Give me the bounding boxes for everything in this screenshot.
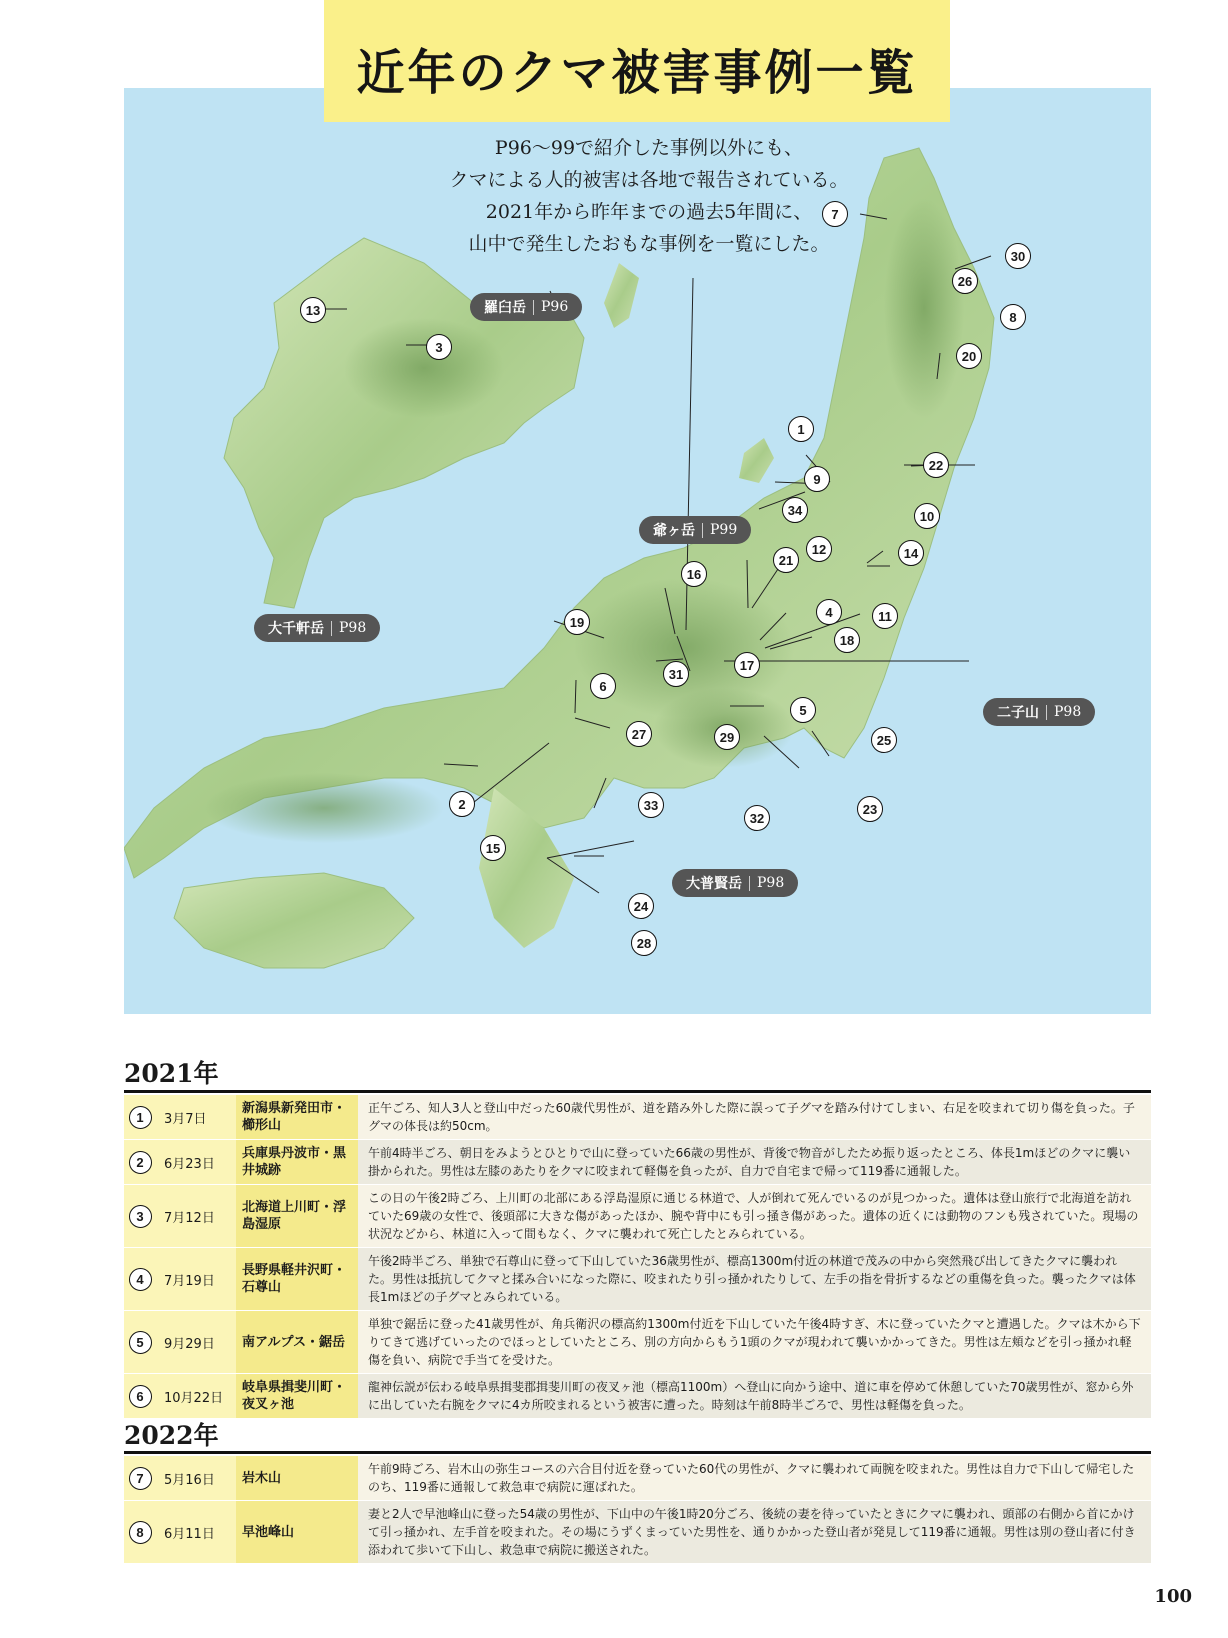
map-marker: 29	[714, 724, 740, 750]
case-description: 正午ごろ、知人3人と登山中だった60歳代男性が、道を踏み外した際に誤って子グマを踏み付けてしまい、右足を咬まれて切り傷を負った。子グマの体長は約50cm。	[358, 1095, 1151, 1140]
map-marker: 30	[1005, 243, 1031, 269]
case-place: 新潟県新発田市・櫛形山	[236, 1095, 358, 1140]
case-number: 2	[129, 1151, 152, 1174]
callout-page: P99	[710, 522, 738, 538]
map-marker: 15	[480, 835, 506, 861]
map-marker: 23	[857, 796, 883, 822]
map-marker: 13	[300, 297, 326, 323]
case-place: 長野県軽井沢町・石尊山	[236, 1248, 358, 1311]
intro-line: 2021年から昨年までの過去5年間に、	[485, 201, 813, 223]
year-rule	[124, 1451, 1151, 1454]
table-row	[124, 1456, 1151, 1501]
map-marker: 27	[626, 721, 652, 747]
callout-name: 二子山	[997, 705, 1039, 721]
case-description: 午後2時半ごろ、単独で石尊山に登って下山していた36歳男性が、標高1300m付近の林道で茂みの中から突然飛び出してきたクマに襲われた。男性は抵抗してクマと揉み合いになった際に、咬まれたり引っ掻かれたりして、左手の指を骨折するなどの重傷を負った。襲ったクマは体長1mほどの子グマとみられている。	[358, 1248, 1151, 1311]
map-marker: 16	[681, 561, 707, 587]
case-place: 南アルプス・鋸岳	[236, 1311, 358, 1374]
case-description: 龍神伝説が伝わる岐阜県揖斐郡揖斐川町の夜叉ヶ池（標高1100m）へ登山に向かう途中、道に車を停めて休憩していた70歳男性が、窓から外に出していた右腕をクマに4カ所咬まれるという被害に遭った。時刻は午前8時半ごろで、男性は軽傷を負った。	[358, 1374, 1151, 1419]
page-title: 近年のクマ被害事例一覧	[356, 44, 918, 101]
callout-divider	[1046, 705, 1047, 720]
case-number-cell	[124, 1501, 156, 1564]
callout-divider	[749, 876, 750, 891]
map-marker: 18	[834, 627, 860, 653]
case-number-cell	[124, 1311, 156, 1374]
case-date: 6月23日	[156, 1140, 236, 1185]
title-band	[324, 0, 950, 122]
case-description: 単独で鋸岳に登った41歳男性が、角兵衛沢の標高約1300m付近を下山していた午後4時すぎ、木に登っていたクマと遭遇した。クマは木から下りてきて逃げていったのでほっとしていたところ、別の方向からもう1頭のクマが現われて襲いかかってきた。男性は左頬などを引っ掻かれ軽傷を負い、病院で手当てを受けた。	[358, 1311, 1151, 1374]
callout-page: P98	[1054, 704, 1082, 720]
case-place: 岩木山	[236, 1456, 358, 1501]
callout-name: 羅臼岳	[484, 300, 526, 316]
table-row	[124, 1311, 1151, 1374]
callout-name: 大千軒岳	[268, 621, 324, 637]
case-number-cell	[124, 1140, 156, 1185]
callout-page: P98	[339, 620, 367, 636]
map-marker: 10	[914, 503, 940, 529]
case-description: 午前9時ごろ、岩木山の弥生コースの六合目付近を登っていた60代の男性が、クマに襲われて両腕を咬まれた。男性は自力で下山して帰宅したのち、119番に通報して救急車で病院に運ばれた。	[358, 1456, 1151, 1501]
map-marker: 3	[426, 334, 452, 360]
year-heading-2021: 2021年	[124, 1059, 219, 1088]
case-number: 1	[129, 1106, 152, 1129]
map-marker: 5	[790, 697, 816, 723]
year-rule	[124, 1090, 1151, 1093]
map-marker: 12	[806, 536, 832, 562]
case-number-cell	[124, 1185, 156, 1248]
table-row	[124, 1140, 1151, 1185]
table-row	[124, 1185, 1151, 1248]
case-number: 3	[129, 1205, 152, 1228]
map-marker: 33	[638, 792, 664, 818]
intro-line: クマによる人的被害は各地で報告されている。	[449, 169, 849, 191]
callout-futagoyama	[983, 698, 1095, 726]
case-description: 午前4時半ごろ、朝日をみようとひとりで山に登っていた66歳の男性が、背後で物音がしたため振り返ったところ、体長1mほどのクマに襲い掛かられた。男性は左膝のあたりをクマに咬まれて軽傷を負ったが、自力で自宅まで帰って119番に通報した。	[358, 1140, 1151, 1185]
intro-line: P96〜99で紹介した事例以外にも、	[494, 137, 804, 159]
callout-name: 大普賢岳	[686, 876, 742, 892]
map-marker: 26	[952, 268, 978, 294]
map-marker: 22	[923, 452, 949, 478]
case-date: 3月7日	[156, 1095, 236, 1140]
case-date: 7月19日	[156, 1248, 236, 1311]
map-marker: 25	[871, 727, 897, 753]
map-marker: 28	[631, 930, 657, 956]
shikoku	[174, 873, 414, 968]
case-description: この日の午後2時ごろ、上川町の北部にある浮島湿原に通じる林道で、人が倒れて死んでいるのが見つかった。遺体は登山旅行で北海道を訪れていた69歳の女性で、後頭部に大きな傷があったほか、腕や背中にも引っ掻き傷があった。遺体の近くには動物のフンも残されていた。現場の状況などから、林道に入って間もなく、クマに襲われて死亡したとみられている。	[358, 1185, 1151, 1248]
map-marker: 21	[773, 547, 799, 573]
map-marker: 4	[816, 599, 842, 625]
case-number-cell	[124, 1374, 156, 1419]
case-place: 兵庫県丹波市・黒井城跡	[236, 1140, 358, 1185]
case-number: 8	[129, 1521, 152, 1544]
callout-name: 爺ヶ岳	[653, 523, 695, 539]
case-date: 9月29日	[156, 1311, 236, 1374]
map-marker: 7	[822, 201, 848, 227]
map-marker: 17	[734, 652, 760, 678]
map-marker: 9	[804, 466, 830, 492]
case-number: 5	[129, 1331, 152, 1354]
table-row	[124, 1501, 1151, 1564]
map-marker: 1	[788, 416, 814, 442]
case-place: 北海道上川町・浮島湿原	[236, 1185, 358, 1248]
case-number: 7	[129, 1467, 152, 1490]
map-marker: 2	[449, 791, 475, 817]
case-number-cell	[124, 1456, 156, 1501]
case-number: 4	[129, 1268, 152, 1291]
case-place: 岐阜県揖斐川町・夜叉ヶ池	[236, 1374, 358, 1419]
case-date: 7月12日	[156, 1185, 236, 1248]
callout-divider	[331, 621, 332, 636]
case-number-cell	[124, 1248, 156, 1311]
callout-page: P96	[541, 299, 569, 315]
map-marker: 8	[1000, 304, 1026, 330]
map-marker: 6	[590, 673, 616, 699]
callout-rausu	[470, 293, 582, 321]
table-row	[124, 1248, 1151, 1311]
year-heading-2022: 2022年	[124, 1421, 219, 1450]
case-description: 妻と2人で早池峰山に登った54歳の男性が、下山中の午後1時20分ごろ、後続の妻を待っていたときにクマに襲われ、頭部の右側から首にかけて引っ掻かれ、左手首を咬まれた。その場にうずくまっていた男性を、通りかかった登山者が発見して119番に通報。男性は別の登山者に付き添われて歩いて下山し、救急車で病院に搬送された。	[358, 1501, 1151, 1564]
callout-daifugen	[672, 869, 798, 897]
case-number-cell	[124, 1095, 156, 1140]
callout-page: P98	[757, 875, 785, 891]
map-marker: 19	[564, 609, 590, 635]
intro-text	[434, 132, 864, 260]
cases-table-2022	[124, 1456, 1151, 1564]
cases-table-2021	[124, 1095, 1151, 1419]
case-date: 5月16日	[156, 1456, 236, 1501]
callout-divider	[702, 523, 703, 538]
case-number: 6	[129, 1385, 152, 1408]
case-date: 10月22日	[156, 1374, 236, 1419]
map-marker: 11	[872, 603, 898, 629]
page-number: 100	[1154, 1586, 1192, 1607]
map-marker: 31	[663, 661, 689, 687]
map-marker: 32	[744, 805, 770, 831]
callout-divider	[533, 300, 534, 315]
intro-line: 山中で発生したおもな事例を一覧にした。	[468, 233, 830, 255]
map-marker: 34	[782, 497, 808, 523]
table-row	[124, 1374, 1151, 1419]
case-date: 6月11日	[156, 1501, 236, 1564]
map-marker: 24	[628, 893, 654, 919]
map-marker: 20	[956, 343, 982, 369]
case-place: 早池峰山	[236, 1501, 358, 1564]
callout-daisengen	[254, 614, 380, 642]
callout-jiigatake	[639, 516, 751, 544]
table-row	[124, 1095, 1151, 1140]
map-marker: 14	[898, 540, 924, 566]
